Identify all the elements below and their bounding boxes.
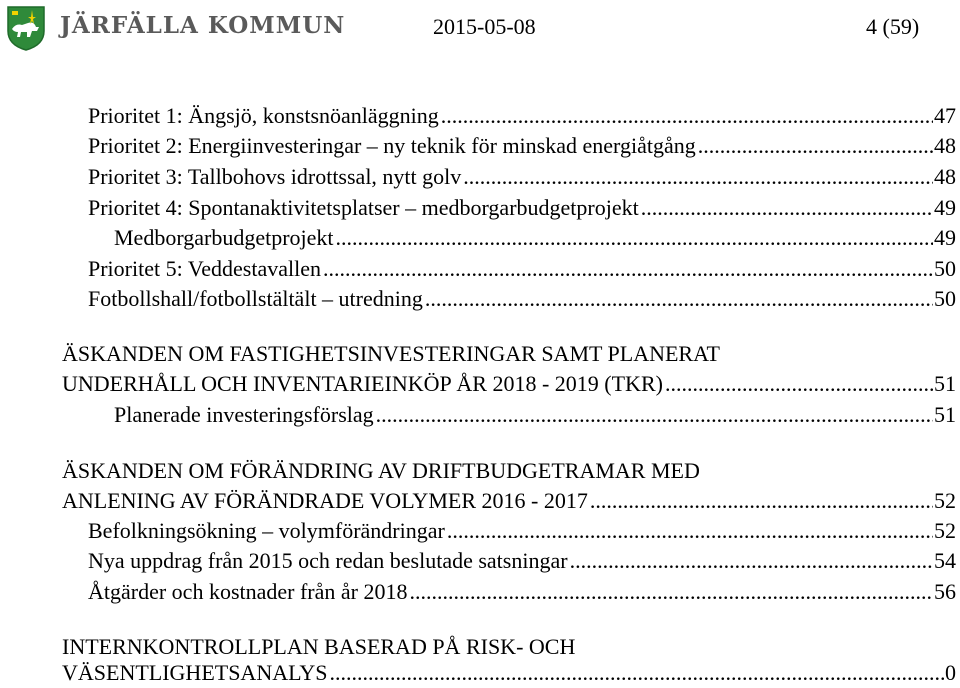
toc-entry[interactable] (88, 193, 956, 223)
toc-leader-dots (447, 516, 933, 546)
toc-leader-dots (329, 658, 944, 688)
toc-entry-title: Fotbollshall/fotbollstältält – utredning (88, 286, 423, 311)
toc-leader-dots (425, 284, 933, 314)
toc-entry[interactable] (88, 577, 956, 607)
toc-entry-page: 52 (934, 518, 956, 543)
coat-of-arms-icon (6, 5, 46, 51)
toc-leader-dots (409, 577, 933, 607)
organization-name: JÄRFÄLLA KOMMUN (60, 12, 346, 39)
toc-entry-title: Nya uppdrag från 2015 och redan beslutade satsningar (88, 548, 568, 573)
toc-entry-page: 48 (934, 133, 956, 158)
toc-entry[interactable] (88, 516, 956, 546)
toc-leader-dots (590, 486, 933, 516)
toc-leader-dots (665, 369, 933, 399)
toc-entry-title: UNDERHÅLL OCH INVENTARIEINKÖP ÅR 2018 - 2019 (TKR) (62, 371, 663, 396)
toc-leader-dots (336, 223, 933, 253)
toc-entry-title: Medborgarbudgetprojekt (114, 225, 334, 250)
toc-entry[interactable] (88, 162, 956, 192)
toc-leader-dots (323, 254, 933, 284)
toc-entry-page: 48 (934, 164, 956, 189)
toc-entry-page: 54 (934, 548, 956, 573)
toc-leader-dots (698, 131, 933, 161)
toc-entry[interactable] (114, 223, 956, 253)
toc-entry-page: 49 (934, 195, 956, 220)
toc-entry-page: 51 (934, 371, 956, 396)
toc-entry-page: 56 (934, 579, 956, 604)
page-header (0, 0, 960, 60)
toc-section-heading-line1: ÄSKANDEN OM FÖRÄNDRING AV DRIFTBUDGETRAMAR MED (62, 458, 700, 483)
toc-entry[interactable] (88, 284, 956, 314)
toc-entry-title: Prioritet 5: Veddestavallen (88, 256, 321, 281)
toc-entry-title: ANLENING AV FÖRÄNDRADE VOLYMER 2016 - 2017 (62, 488, 588, 513)
toc-section-heading-line1: ÄSKANDEN OM FASTIGHETSINVESTERINGAR SAMT PLANERAT (62, 341, 720, 366)
toc-entry[interactable] (114, 400, 956, 430)
toc-leader-dots (641, 193, 933, 223)
toc-entry[interactable] (88, 546, 956, 576)
toc-entry[interactable] (88, 101, 956, 131)
toc-entry-title: Prioritet 2: Energiinvesteringar – ny teknik för minskad energiåtgång (88, 133, 696, 158)
toc-entry-page: 52 (934, 488, 956, 513)
toc-leader-dots (463, 162, 933, 192)
toc-entry-title: Planerade investeringsförslag (114, 402, 374, 427)
toc-section-entry[interactable] (62, 369, 956, 399)
toc-entry-page: 0 (945, 660, 956, 685)
toc-entry-page: 51 (934, 402, 956, 427)
toc-section-heading-line1: INTERNKONTROLLPLAN BASERAD PÅ RISK- OCH (62, 634, 576, 659)
toc-entry-page: 50 (934, 256, 956, 281)
page-number: 4 (59) (866, 14, 920, 39)
toc-leader-dots (570, 546, 933, 576)
toc-entry-title: Befolkningsökning – volymförändringar (88, 518, 445, 543)
toc-leader-dots (441, 101, 933, 131)
toc-entry-page: 49 (934, 225, 956, 250)
toc-entry-page: 50 (934, 286, 956, 311)
toc-section-entry[interactable] (62, 486, 956, 516)
toc-section-entry[interactable] (62, 658, 956, 688)
toc-entry-title: VÄSENTLIGHETSANALYS (62, 660, 328, 685)
toc-leader-dots (376, 400, 933, 430)
toc-entry-title: Prioritet 4: Spontanaktivitetsplatser – medborgarbudgetprojekt (88, 195, 639, 220)
document-date: 2015-05-08 (433, 14, 536, 39)
toc-entry-title: Prioritet 1: Ängsjö, konstsnöanläggning (88, 103, 439, 128)
toc-entry-title: Åtgärder och kostnader från år 2018 (88, 579, 408, 604)
toc-entry[interactable] (88, 254, 956, 284)
toc-entry-page: 47 (934, 103, 956, 128)
toc-entry-title: Prioritet 3: Tallbohovs idrottssal, nytt golv (88, 164, 462, 189)
toc-entry[interactable] (88, 131, 956, 161)
